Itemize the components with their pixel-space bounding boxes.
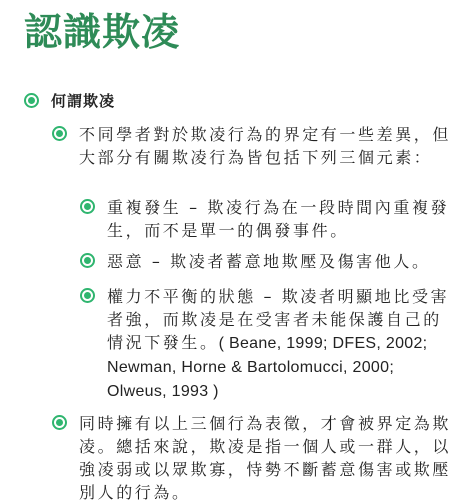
element-text: 重複發生 – 欺凌行為在一段時間內重複發生，而不是單一的偶發事件。: [107, 198, 450, 240]
page-title: 認識欺凌: [24, 10, 181, 54]
bullet-what-is-bullying: [24, 90, 115, 113]
bullet-intro: [52, 123, 457, 169]
bullet-element-repetition: [80, 196, 457, 242]
intro-text: 不同學者對於欺凌行為的界定有一些差異，但大部分有關欺凌行為皆包括下列三個元素：: [79, 125, 452, 167]
element-text-block: [107, 285, 457, 403]
bullet-dot-icon: [80, 288, 95, 303]
citation: ( Beane, 1999; DFES, 2002; Newman, Horne & Bartolomucci, 2000; Olweus, 1993 ): [107, 335, 428, 400]
bullet-dot-icon: [80, 253, 95, 268]
bullet-dot-icon: [80, 199, 95, 214]
section-label: 何謂欺凌: [51, 92, 116, 110]
bullet-dot-icon: [52, 126, 67, 141]
bullet-element-malice: [80, 250, 457, 273]
conclusion-text: 同時擁有以上三個行為表徵，才會被界定為欺凌。總括來說，欺凌是指一個人或一群人，以強凌弱或以眾欺寡，恃勢不斷蓄意傷害或欺壓別人的行為。: [79, 414, 452, 502]
bullet-dot-icon: [52, 415, 67, 430]
bullet-element-power-imbalance: [80, 285, 457, 403]
element-text: 惡意 – 欺凌者蓄意地欺壓及傷害他人。: [107, 252, 431, 271]
bullet-dot-icon: [24, 93, 39, 108]
element-text: 權力不平衡的狀態 – 欺凌者明顯地比受害者強，而欺凌是在受害者未能保護自己的情況下發生。: [107, 287, 450, 352]
bullet-conclusion: [52, 412, 457, 504]
